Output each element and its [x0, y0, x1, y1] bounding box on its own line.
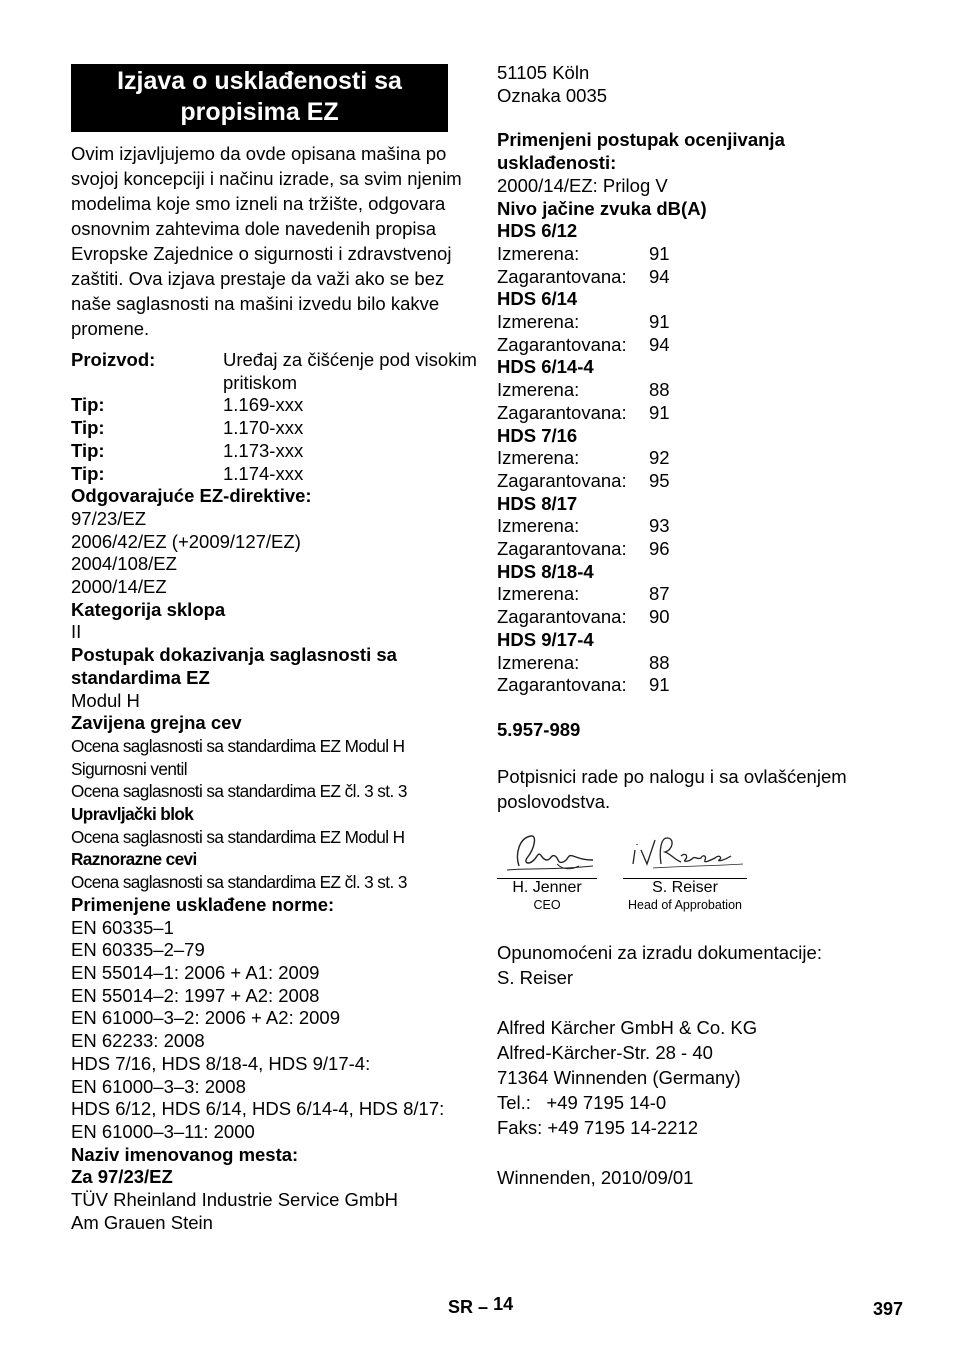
sound-measured-label: Izmerena: [497, 583, 580, 605]
footer-lang: SR [448, 1297, 474, 1317]
sound-model-name: HDS 6/14-4 [497, 356, 594, 378]
heating-coil-heading: Zavijena grejna cev [71, 712, 242, 734]
sound-model-name: HDS 8/18-4 [497, 560, 594, 582]
reiser-role: Head of Approbation [628, 897, 742, 912]
type-value: 1.173-xxx [223, 439, 304, 461]
sound-guaranteed-row [497, 470, 917, 493]
directive-item: 2000/14/EZ [71, 576, 167, 598]
page-title: Izjava o usklađenosti sa propisima EZ [71, 64, 448, 132]
sound-guaranteed-value: 90 [649, 606, 670, 628]
notified-body-line: TÜV Rheinland Industrie Service GmbH [71, 1189, 398, 1211]
sound-guaranteed-row [497, 334, 917, 357]
company-name: Alfred Kärcher GmbH & Co. KG [497, 1016, 758, 1038]
sound-measured-value: 88 [649, 379, 670, 401]
pipes-line: Ocena saglasnosti sa standardima EZ čl. 3 st. 3 [71, 872, 407, 893]
norm-item: EN 62233: 2008 [71, 1030, 205, 1052]
sound-guaranteed-value: 94 [649, 265, 670, 287]
company-fax: Faks: +49 7195 14-2212 [497, 1116, 699, 1138]
sound-guaranteed-label: Zagarantovana: [497, 333, 627, 355]
sound-guaranteed-label: Zagarantovana: [497, 538, 627, 560]
control-block-heading: Upravljački blok [71, 804, 194, 825]
norm-item: EN 60335–2–79 [71, 939, 205, 961]
sound-measured-row [497, 243, 917, 266]
reiser-signature-image [623, 830, 747, 878]
product-label: Proizvod: [71, 349, 156, 370]
norm-item: EN 61000–3–3: 2008 [71, 1075, 246, 1097]
sound-guaranteed-value: 96 [649, 538, 670, 560]
type-label: Tip: [71, 417, 105, 439]
sound-measured-label: Izmerena: [497, 242, 580, 264]
notified-body-line: Am Grauen Stein [71, 1211, 213, 1233]
type-value: 1.169-xxx [223, 394, 304, 416]
sound-guaranteed-row [497, 538, 917, 561]
norm-item: HDS 7/16, HDS 8/18-4, HDS 9/17-4: [71, 1052, 371, 1074]
type-label: Tip: [71, 462, 105, 484]
type-row [71, 463, 481, 486]
sound-model-name: HDS 6/14 [497, 288, 578, 310]
sound-guaranteed-value: 95 [649, 469, 670, 491]
sound-guaranteed-label: Zagarantovana: [497, 469, 627, 491]
jenner-signature-image [497, 830, 597, 878]
authorized-name: S. Reiser [497, 966, 574, 988]
control-block-line: Ocena saglasnosti sa standardima EZ Modul H [71, 826, 405, 847]
signature-jenner [497, 830, 597, 913]
norm-item: EN 55014–1: 2006 + A1: 2009 [71, 961, 320, 983]
sound-guaranteed-label: Zagarantovana: [497, 265, 627, 287]
pipes-heading: Raznorazne cevi [71, 849, 197, 870]
jenner-role: CEO [533, 897, 561, 912]
sound-measured-value: 88 [649, 651, 670, 673]
sound-guaranteed-value: 91 [649, 674, 670, 696]
sound-guaranteed-value: 91 [649, 401, 670, 423]
type-label: Tip: [71, 394, 105, 416]
sound-measured-value: 92 [649, 447, 670, 469]
sound-measured-label: Izmerena: [497, 447, 580, 469]
type-row [71, 417, 481, 440]
reiser-name: S. Reiser [652, 878, 718, 896]
sound-guaranteed-value: 94 [649, 333, 670, 355]
norms-heading: Primenjene usklađene norme: [71, 893, 335, 915]
sound-measured-label: Izmerena: [497, 311, 580, 333]
sound-model-name: HDS 7/16 [497, 424, 578, 446]
directive-item: 97/23/EZ [71, 507, 147, 529]
procedure-heading: Postupak dokazivanja saglasnosti sa standardima EZ [71, 644, 397, 688]
footer-section-page: 14 [493, 1294, 514, 1314]
sound-guaranteed-label: Zagarantovana: [497, 606, 627, 628]
type-value: 1.170-xxx [223, 417, 304, 439]
procedure-value: Modul H [71, 689, 140, 711]
notified-body-line: Oznaka 0035 [497, 84, 608, 106]
sound-guaranteed-row [497, 266, 917, 289]
heating-coil-line: Ocena saglasnosti sa standardima EZ Modul H [71, 735, 405, 756]
jenner-name: H. Jenner [512, 878, 582, 896]
directive-item: 2004/108/EZ [71, 553, 177, 575]
sound-guaranteed-label: Zagarantovana: [497, 674, 627, 696]
authorized-label: Opunomoćeni za izradu dokumentacije: [497, 941, 822, 963]
sound-measured-row [497, 447, 917, 470]
product-value: Uređaj za čišćenje pod visokim pritiskom [223, 349, 477, 393]
norm-item: EN 55014–2: 1997 + A2: 2008 [71, 984, 320, 1006]
notified-body-line: 51105 Köln [497, 62, 590, 83]
directives-heading: Odgovarajuće EZ-direktive: [71, 485, 312, 507]
sound-heading: Nivo jačine zvuka dB(A) [497, 197, 707, 219]
signature-reiser [623, 830, 747, 913]
sound-model-name: HDS 6/12 [497, 220, 578, 242]
sound-guaranteed-row [497, 674, 917, 697]
sound-measured-value: 93 [649, 515, 670, 537]
company-tel: Tel.: +49 7195 14-0 [497, 1091, 667, 1113]
sound-measured-label: Izmerena: [497, 515, 580, 537]
directive-item: 2006/42/EZ (+2009/127/EZ) [71, 530, 301, 552]
type-label: Tip: [71, 439, 105, 461]
type-row [71, 394, 481, 417]
sound-measured-label: Izmerena: [497, 379, 580, 401]
heating-coil-line: Sigurnosni ventil [71, 758, 187, 779]
notified-body-subheading: Za 97/23/EZ [71, 1166, 173, 1188]
company-street: Alfred-Kärcher-Str. 28 - 40 [497, 1041, 713, 1063]
company-city: 71364 Winnenden (Germany) [497, 1066, 741, 1088]
sound-measured-value: 91 [649, 242, 670, 264]
assessment-heading: Primenjeni postupak ocenjivanja usklađenosti: [497, 129, 785, 174]
notified-body-heading: Naziv imenovanog mesta: [71, 1143, 299, 1165]
norm-item: HDS 6/12, HDS 6/14, HDS 6/14-4, HDS 8/17: [71, 1098, 445, 1120]
category-value: II [71, 621, 82, 643]
signatories-note: Potpisnici rade po nalogu i sa ovlašćenjem poslovodstva. [497, 765, 847, 812]
sound-model-name: HDS 9/17-4 [497, 628, 594, 650]
sound-measured-value: 87 [649, 583, 670, 605]
right-column [497, 62, 917, 1190]
type-row [71, 440, 481, 463]
sound-guaranteed-row [497, 402, 917, 425]
footer-section [448, 1294, 514, 1318]
product-row [71, 349, 481, 394]
sound-measured-row [497, 583, 917, 606]
left-column [71, 64, 481, 1234]
sound-guaranteed-row [497, 606, 917, 629]
page-number: 397 [873, 1299, 904, 1319]
intro-paragraph: Ovim izjavljujemo da ovde opisana mašina po svojoj koncepciji i načinu izrade, sa svim njenim modelima koje smo izneli na tržište, odgovara osnovnim zahtevima dole navedenih propisa Evropske Zajednice o sigurnosti i zdravstvenoj zaštiti. Ova izjava prestaje da važi ako se bez naše saglasnosti na mašini izvedu bilo kakve promene. [71, 143, 462, 339]
signatures [497, 830, 917, 920]
heating-coil-line: Ocena saglasnosti sa standardima EZ čl. 3 st. 3 [71, 781, 407, 802]
sound-level-list [497, 220, 917, 697]
doc-number: 5.957-989 [497, 718, 581, 740]
sound-guaranteed-label: Zagarantovana: [497, 401, 627, 423]
sound-measured-row [497, 311, 917, 334]
footer-dash: – [478, 1297, 489, 1317]
place-date: Winnenden, 2010/09/01 [497, 1166, 694, 1188]
sound-measured-row [497, 379, 917, 402]
sound-measured-label: Izmerena: [497, 651, 580, 673]
assessment-value: 2000/14/EZ: Prilog V [497, 174, 668, 196]
sound-measured-value: 91 [649, 311, 670, 333]
sound-measured-row [497, 515, 917, 538]
norm-item: EN 60335–1 [71, 916, 174, 938]
sound-model-name: HDS 8/17 [497, 492, 578, 514]
sound-measured-row [497, 652, 917, 675]
norm-item: EN 61000–3–2: 2006 + A2: 2009 [71, 1007, 340, 1029]
type-value: 1.174-xxx [223, 462, 304, 484]
category-heading: Kategorija sklopa [71, 598, 226, 620]
norm-item: EN 61000–3–11: 2000 [71, 1120, 255, 1142]
